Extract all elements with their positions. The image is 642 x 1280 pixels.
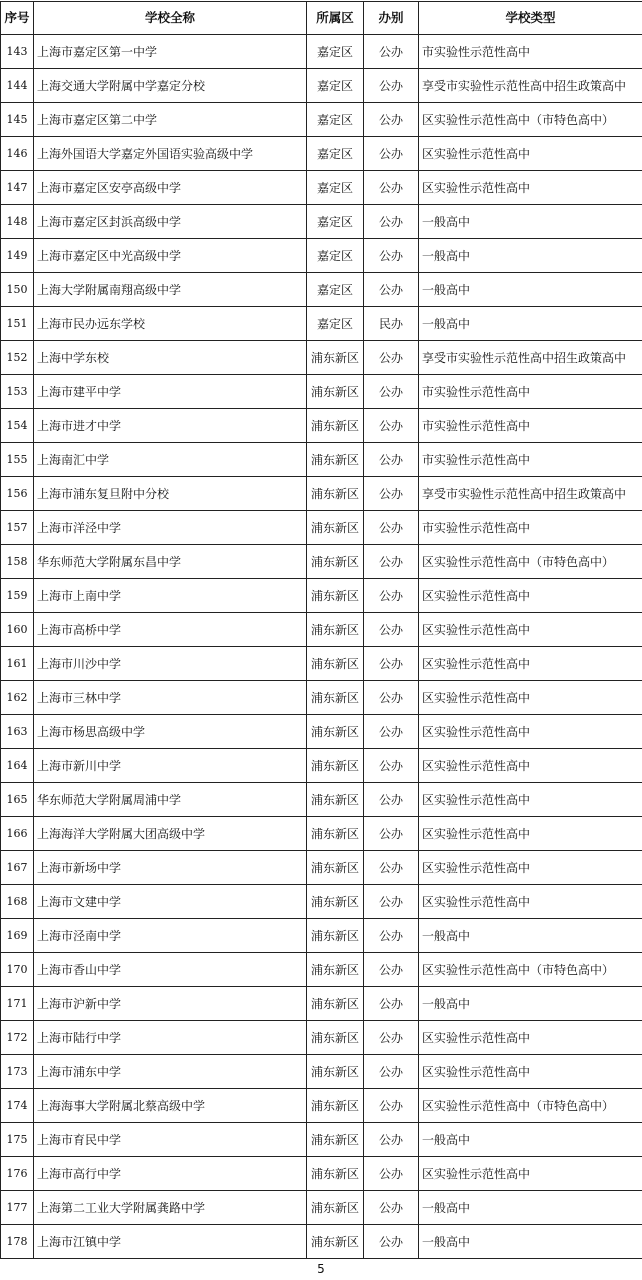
table-row <box>1 307 642 341</box>
cell-district: 浦东新区 <box>307 579 364 613</box>
cell-school-type: 一般高中 <box>419 273 642 307</box>
cell-no: 157 <box>1 511 34 545</box>
cell-district: 浦东新区 <box>307 919 364 953</box>
cell-district: 浦东新区 <box>307 375 364 409</box>
table-row <box>1 273 642 307</box>
cell-ownership: 公办 <box>364 239 419 273</box>
cell-school-name: 华东师范大学附属周浦中学 <box>34 783 307 817</box>
cell-school-type: 一般高中 <box>419 919 642 953</box>
cell-ownership: 公办 <box>364 545 419 579</box>
cell-district: 嘉定区 <box>307 205 364 239</box>
cell-ownership: 公办 <box>364 715 419 749</box>
cell-no: 162 <box>1 681 34 715</box>
cell-no: 163 <box>1 715 34 749</box>
cell-district: 嘉定区 <box>307 171 364 205</box>
cell-school-type: 市实验性示范性高中 <box>419 443 642 477</box>
table-row <box>1 1021 642 1055</box>
cell-ownership: 公办 <box>364 103 419 137</box>
cell-no: 146 <box>1 137 34 171</box>
cell-no: 164 <box>1 749 34 783</box>
cell-district: 浦东新区 <box>307 885 364 919</box>
cell-ownership: 公办 <box>364 171 419 205</box>
cell-district: 浦东新区 <box>307 953 364 987</box>
table-row <box>1 1089 642 1123</box>
cell-district: 浦东新区 <box>307 1089 364 1123</box>
cell-school-name: 上海市川沙中学 <box>34 647 307 681</box>
cell-school-name: 上海市泾南中学 <box>34 919 307 953</box>
table-row <box>1 137 642 171</box>
cell-school-name: 上海海事大学附属北蔡高级中学 <box>34 1089 307 1123</box>
cell-no: 170 <box>1 953 34 987</box>
cell-district: 浦东新区 <box>307 1157 364 1191</box>
cell-no: 173 <box>1 1055 34 1089</box>
table-row <box>1 35 642 69</box>
table-row <box>1 1157 642 1191</box>
table-row <box>1 579 642 613</box>
cell-district: 嘉定区 <box>307 307 364 341</box>
cell-no: 143 <box>1 35 34 69</box>
cell-school-name: 上海市高桥中学 <box>34 613 307 647</box>
cell-no: 153 <box>1 375 34 409</box>
cell-school-name: 上海市民办远东学校 <box>34 307 307 341</box>
cell-no: 155 <box>1 443 34 477</box>
cell-no: 169 <box>1 919 34 953</box>
cell-school-name: 上海市建平中学 <box>34 375 307 409</box>
cell-ownership: 公办 <box>364 375 419 409</box>
header-district: 所属区 <box>307 2 364 35</box>
header-ownership: 办别 <box>364 2 419 35</box>
cell-district: 浦东新区 <box>307 1055 364 1089</box>
cell-district: 浦东新区 <box>307 511 364 545</box>
cell-school-type: 区实验性示范性高中 <box>419 647 642 681</box>
cell-school-name: 上海市杨思高级中学 <box>34 715 307 749</box>
cell-school-type: 区实验性示范性高中 <box>419 137 642 171</box>
cell-no: 158 <box>1 545 34 579</box>
cell-no: 175 <box>1 1123 34 1157</box>
table-row <box>1 545 642 579</box>
cell-school-type: 一般高中 <box>419 987 642 1021</box>
cell-district: 浦东新区 <box>307 987 364 1021</box>
cell-ownership: 公办 <box>364 885 419 919</box>
table-row <box>1 477 642 511</box>
cell-school-name: 上海市育民中学 <box>34 1123 307 1157</box>
cell-ownership: 公办 <box>364 647 419 681</box>
cell-school-type: 市实验性示范性高中 <box>419 409 642 443</box>
cell-ownership: 民办 <box>364 307 419 341</box>
cell-district: 浦东新区 <box>307 715 364 749</box>
cell-school-name: 上海市文建中学 <box>34 885 307 919</box>
cell-district: 浦东新区 <box>307 817 364 851</box>
cell-district: 浦东新区 <box>307 613 364 647</box>
cell-ownership: 公办 <box>364 273 419 307</box>
cell-district: 浦东新区 <box>307 1191 364 1225</box>
cell-district: 浦东新区 <box>307 783 364 817</box>
cell-school-name: 上海市嘉定区封浜高级中学 <box>34 205 307 239</box>
table-row <box>1 783 642 817</box>
cell-ownership: 公办 <box>364 69 419 103</box>
table-row <box>1 375 642 409</box>
table-row <box>1 647 642 681</box>
cell-school-name: 华东师范大学附属东昌中学 <box>34 545 307 579</box>
cell-school-name: 上海市浦东复旦附中分校 <box>34 477 307 511</box>
table-row <box>1 613 642 647</box>
cell-school-type: 一般高中 <box>419 1191 642 1225</box>
cell-school-name: 上海中学东校 <box>34 341 307 375</box>
cell-no: 152 <box>1 341 34 375</box>
cell-no: 147 <box>1 171 34 205</box>
cell-no: 177 <box>1 1191 34 1225</box>
table-row <box>1 1123 642 1157</box>
cell-no: 172 <box>1 1021 34 1055</box>
header-no: 序号 <box>1 2 34 35</box>
cell-school-name: 上海市嘉定区中光高级中学 <box>34 239 307 273</box>
cell-school-name: 上海市高行中学 <box>34 1157 307 1191</box>
cell-school-type: 区实验性示范性高中（市特色高中） <box>419 953 642 987</box>
cell-no: 156 <box>1 477 34 511</box>
table-row <box>1 239 642 273</box>
cell-district: 嘉定区 <box>307 137 364 171</box>
cell-ownership: 公办 <box>364 817 419 851</box>
cell-ownership: 公办 <box>364 1157 419 1191</box>
cell-school-name: 上海第二工业大学附属龚路中学 <box>34 1191 307 1225</box>
cell-school-name: 上海海洋大学附属大团高级中学 <box>34 817 307 851</box>
cell-no: 159 <box>1 579 34 613</box>
cell-school-name: 上海交通大学附属中学嘉定分校 <box>34 69 307 103</box>
cell-school-name: 上海市沪新中学 <box>34 987 307 1021</box>
cell-district: 嘉定区 <box>307 273 364 307</box>
cell-ownership: 公办 <box>364 1191 419 1225</box>
cell-ownership: 公办 <box>364 409 419 443</box>
cell-district: 浦东新区 <box>307 477 364 511</box>
cell-no: 150 <box>1 273 34 307</box>
cell-school-name: 上海市嘉定区第一中学 <box>34 35 307 69</box>
cell-district: 浦东新区 <box>307 341 364 375</box>
table-row <box>1 919 642 953</box>
cell-school-type: 一般高中 <box>419 205 642 239</box>
cell-school-type: 区实验性示范性高中 <box>419 613 642 647</box>
cell-district: 浦东新区 <box>307 851 364 885</box>
cell-ownership: 公办 <box>364 137 419 171</box>
table-row <box>1 341 642 375</box>
cell-no: 154 <box>1 409 34 443</box>
cell-school-type: 市实验性示范性高中 <box>419 511 642 545</box>
cell-district: 浦东新区 <box>307 545 364 579</box>
cell-ownership: 公办 <box>364 35 419 69</box>
cell-ownership: 公办 <box>364 919 419 953</box>
cell-no: 166 <box>1 817 34 851</box>
cell-ownership: 公办 <box>364 1123 419 1157</box>
table-row <box>1 409 642 443</box>
table-body <box>1 35 642 1259</box>
cell-no: 149 <box>1 239 34 273</box>
cell-school-name: 上海市陆行中学 <box>34 1021 307 1055</box>
cell-no: 144 <box>1 69 34 103</box>
cell-no: 174 <box>1 1089 34 1123</box>
cell-school-type: 区实验性示范性高中 <box>419 579 642 613</box>
table-row <box>1 817 642 851</box>
cell-ownership: 公办 <box>364 1089 419 1123</box>
header-school-type: 学校类型 <box>419 2 642 35</box>
table-row <box>1 1055 642 1089</box>
cell-school-type: 区实验性示范性高中 <box>419 171 642 205</box>
cell-school-name: 上海市嘉定区第二中学 <box>34 103 307 137</box>
cell-school-type: 区实验性示范性高中 <box>419 783 642 817</box>
cell-district: 浦东新区 <box>307 409 364 443</box>
cell-school-type: 市实验性示范性高中 <box>419 35 642 69</box>
cell-ownership: 公办 <box>364 443 419 477</box>
table-row <box>1 1191 642 1225</box>
cell-ownership: 公办 <box>364 783 419 817</box>
cell-school-name: 上海市洋泾中学 <box>34 511 307 545</box>
cell-school-name: 上海市进才中学 <box>34 409 307 443</box>
cell-school-type: 区实验性示范性高中 <box>419 1055 642 1089</box>
cell-district: 嘉定区 <box>307 69 364 103</box>
cell-school-type: 区实验性示范性高中 <box>419 1157 642 1191</box>
cell-district: 嘉定区 <box>307 103 364 137</box>
table-row <box>1 443 642 477</box>
cell-school-name: 上海市三林中学 <box>34 681 307 715</box>
cell-ownership: 公办 <box>364 1021 419 1055</box>
cell-no: 167 <box>1 851 34 885</box>
cell-ownership: 公办 <box>364 1055 419 1089</box>
cell-school-type: 一般高中 <box>419 1123 642 1157</box>
cell-school-type: 享受市实验性示范性高中招生政策高中 <box>419 69 642 103</box>
cell-district: 浦东新区 <box>307 1123 364 1157</box>
cell-ownership: 公办 <box>364 511 419 545</box>
table-row <box>1 171 642 205</box>
cell-no: 160 <box>1 613 34 647</box>
school-list-table <box>0 1 642 1259</box>
cell-school-name: 上海市浦东中学 <box>34 1055 307 1089</box>
cell-school-type: 享受市实验性示范性高中招生政策高中 <box>419 341 642 375</box>
cell-school-type: 区实验性示范性高中（市特色高中） <box>419 103 642 137</box>
cell-district: 嘉定区 <box>307 239 364 273</box>
cell-ownership: 公办 <box>364 613 419 647</box>
cell-ownership: 公办 <box>364 749 419 783</box>
cell-school-type: 区实验性示范性高中（市特色高中） <box>419 1089 642 1123</box>
cell-school-type: 一般高中 <box>419 239 642 273</box>
cell-school-type: 一般高中 <box>419 307 642 341</box>
cell-school-type: 享受市实验性示范性高中招生政策高中 <box>419 477 642 511</box>
cell-school-type: 区实验性示范性高中 <box>419 749 642 783</box>
table-row <box>1 681 642 715</box>
cell-school-type: 区实验性示范性高中（市特色高中） <box>419 545 642 579</box>
table-row <box>1 851 642 885</box>
cell-school-name: 上海南汇中学 <box>34 443 307 477</box>
cell-ownership: 公办 <box>364 579 419 613</box>
cell-school-type: 市实验性示范性高中 <box>419 375 642 409</box>
table-row <box>1 749 642 783</box>
cell-school-type: 区实验性示范性高中 <box>419 681 642 715</box>
cell-ownership: 公办 <box>364 681 419 715</box>
cell-no: 165 <box>1 783 34 817</box>
cell-school-type: 区实验性示范性高中 <box>419 817 642 851</box>
cell-school-type: 一般高中 <box>419 1225 642 1259</box>
cell-no: 171 <box>1 987 34 1021</box>
cell-district: 浦东新区 <box>307 1225 364 1259</box>
cell-ownership: 公办 <box>364 205 419 239</box>
cell-school-name: 上海市嘉定区安亭高级中学 <box>34 171 307 205</box>
cell-ownership: 公办 <box>364 851 419 885</box>
cell-ownership: 公办 <box>364 341 419 375</box>
cell-district: 浦东新区 <box>307 443 364 477</box>
cell-ownership: 公办 <box>364 987 419 1021</box>
header-row <box>1 2 642 35</box>
cell-school-name: 上海市新场中学 <box>34 851 307 885</box>
cell-school-name: 上海大学附属南翔高级中学 <box>34 273 307 307</box>
cell-school-name: 上海市香山中学 <box>34 953 307 987</box>
cell-no: 168 <box>1 885 34 919</box>
cell-no: 145 <box>1 103 34 137</box>
cell-no: 176 <box>1 1157 34 1191</box>
table-row <box>1 885 642 919</box>
table-row <box>1 205 642 239</box>
cell-school-name: 上海外国语大学嘉定外国语实验高级中学 <box>34 137 307 171</box>
cell-school-name: 上海市上南中学 <box>34 579 307 613</box>
cell-district: 浦东新区 <box>307 1021 364 1055</box>
cell-ownership: 公办 <box>364 953 419 987</box>
header-school-name: 学校全称 <box>34 2 307 35</box>
page-number: 5 <box>317 1262 325 1276</box>
table-row <box>1 987 642 1021</box>
table-row <box>1 953 642 987</box>
cell-school-type: 区实验性示范性高中 <box>419 851 642 885</box>
cell-school-type: 区实验性示范性高中 <box>419 1021 642 1055</box>
cell-school-type: 区实验性示范性高中 <box>419 715 642 749</box>
cell-district: 浦东新区 <box>307 681 364 715</box>
cell-school-type: 区实验性示范性高中 <box>419 885 642 919</box>
table-row <box>1 715 642 749</box>
cell-no: 161 <box>1 647 34 681</box>
table-row <box>1 103 642 137</box>
table-row <box>1 511 642 545</box>
cell-school-name: 上海市江镇中学 <box>34 1225 307 1259</box>
cell-no: 178 <box>1 1225 34 1259</box>
cell-school-name: 上海市新川中学 <box>34 749 307 783</box>
cell-no: 148 <box>1 205 34 239</box>
cell-ownership: 公办 <box>364 1225 419 1259</box>
cell-ownership: 公办 <box>364 477 419 511</box>
table-header <box>1 2 642 35</box>
table-row <box>1 1225 642 1259</box>
cell-district: 浦东新区 <box>307 749 364 783</box>
cell-district: 浦东新区 <box>307 647 364 681</box>
cell-district: 嘉定区 <box>307 35 364 69</box>
table-row <box>1 69 642 103</box>
cell-no: 151 <box>1 307 34 341</box>
